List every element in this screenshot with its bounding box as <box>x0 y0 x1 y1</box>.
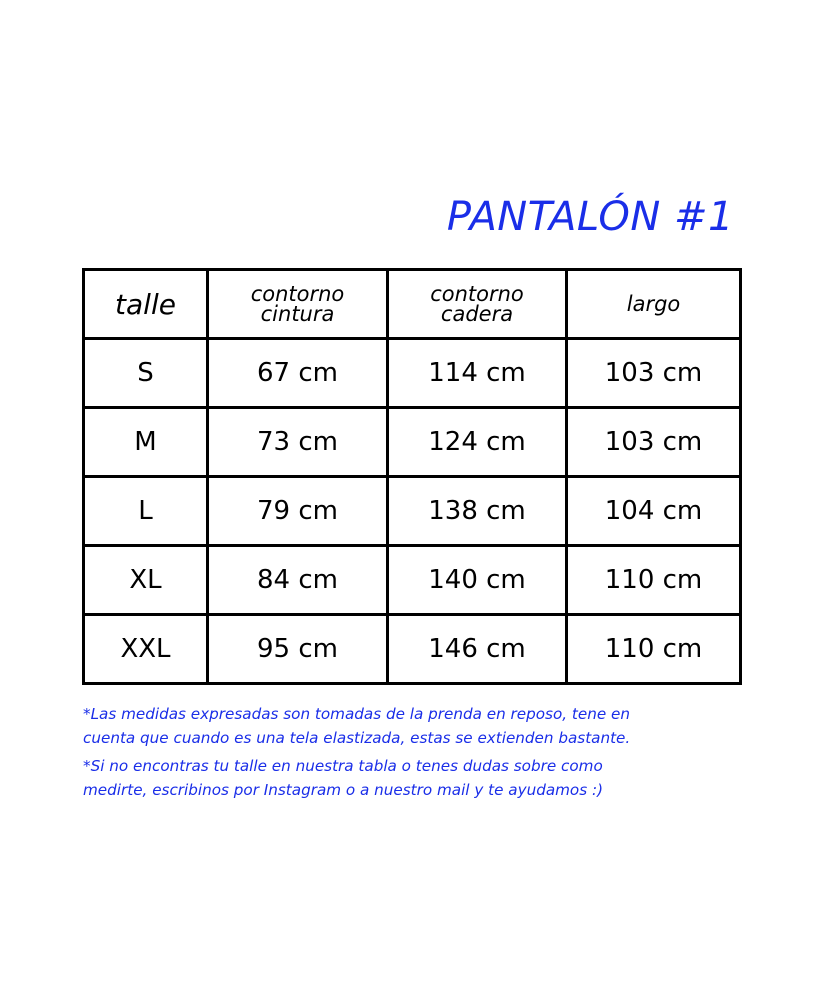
cell-cintura: 73 cm <box>208 408 388 477</box>
table-header-row <box>84 270 741 339</box>
header-cadera-line1: contorno <box>430 282 524 306</box>
note-measurements-line1: *Las medidas expresadas son tomadas de la prenda en reposo, tene en <box>83 705 630 723</box>
cell-cadera: 140 cm <box>388 546 567 615</box>
cell-cadera: 138 cm <box>388 477 567 546</box>
page-title: PANTALÓN #1 <box>446 194 734 240</box>
notes <box>83 702 743 806</box>
cell-talle: M <box>84 408 208 477</box>
cell-largo: 110 cm <box>567 615 741 684</box>
note-contact-line2: medirte, escribinos por Instagram o a nuestro mail y te ayudamos :) <box>83 781 604 799</box>
table-row <box>84 615 741 684</box>
header-cintura-line1: contorno <box>250 282 345 306</box>
cell-talle: L <box>84 477 208 546</box>
header-cintura-line2: cintura <box>260 302 335 326</box>
cell-cadera: 146 cm <box>388 615 567 684</box>
cell-largo: 103 cm <box>567 408 741 477</box>
cell-talle: S <box>84 339 208 408</box>
cell-largo: 110 cm <box>567 546 741 615</box>
cell-cintura: 79 cm <box>208 477 388 546</box>
header-largo-label: largo <box>626 292 681 316</box>
cell-largo: 104 cm <box>567 477 741 546</box>
header-talle <box>84 270 208 339</box>
table-row <box>84 546 741 615</box>
cell-cadera: 114 cm <box>388 339 567 408</box>
cell-talle: XXL <box>84 615 208 684</box>
cell-cadera: 124 cm <box>388 408 567 477</box>
cell-talle: XL <box>84 546 208 615</box>
header-cadera-line2: cadera <box>440 302 514 326</box>
note-measurements <box>83 702 743 750</box>
header-largo <box>567 270 741 339</box>
size-table <box>82 268 742 685</box>
cell-cintura: 67 cm <box>208 339 388 408</box>
header-contorno-cintura <box>208 270 388 339</box>
note-contact-line1: *Si no encontras tu talle en nuestra tabla o tenes dudas sobre como <box>83 757 603 775</box>
note-contact <box>83 754 743 802</box>
table-row <box>84 408 741 477</box>
table-row <box>84 339 741 408</box>
cell-largo: 103 cm <box>567 339 741 408</box>
header-contorno-cadera <box>388 270 567 339</box>
table-row <box>84 477 741 546</box>
cell-cintura: 84 cm <box>208 546 388 615</box>
header-talle-label: talle <box>115 287 176 321</box>
cell-cintura: 95 cm <box>208 615 388 684</box>
note-measurements-line2: cuenta que cuando es una tela elastizada, estas se extienden bastante. <box>83 729 631 747</box>
